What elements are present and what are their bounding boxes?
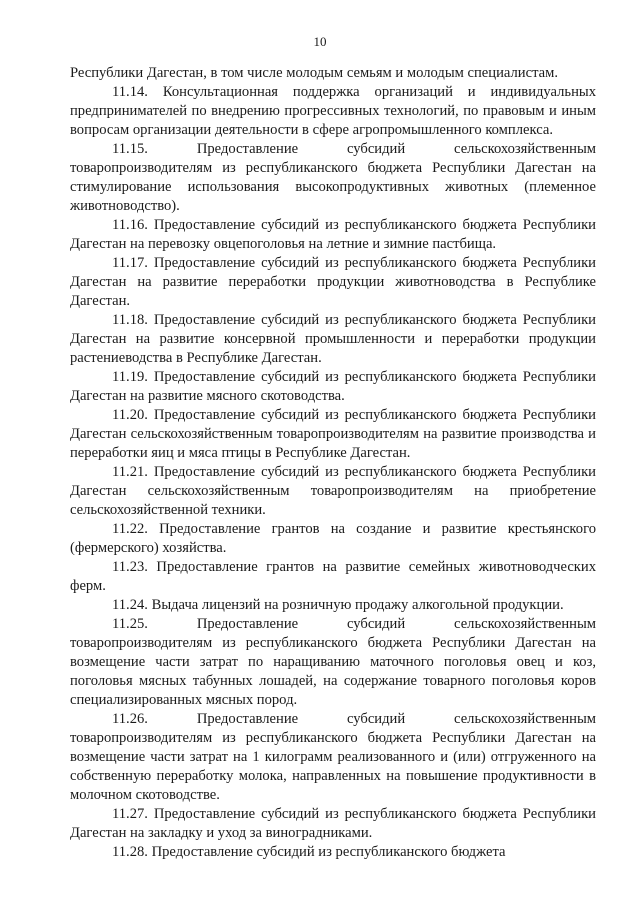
paragraph-11-22: 11.22. Предоставление грантов на создание и развитие крестьянского (фермерского) хозяйства.	[70, 521, 596, 556]
paragraph-11-26: 11.26. Предоставление субсидий сельскохозяйственным товаропроизводителям из республиканского бюджета Республики Дагестан на возмещение части затрат на 1 килограмм реализованного и (или) отгруженного на собственную переработку молока, направленных на повышение продуктивности в молочном скотоводстве.	[70, 711, 596, 803]
paragraph-11-25: 11.25. Предоставление субсидий сельскохозяйственным товаропроизводителям из республиканского бюджета Республики Дагестан на возмещение части затрат по наращиванию маточного поголовья овец и коз, поголовья мясных табунных лошадей, на содержание товарного поголовья коров специализированных мясных пород.	[70, 616, 596, 708]
paragraph-11-20: 11.20. Предоставление субсидий из республиканского бюджета Республики Дагестан сельскохозяйственным товаропроизводителям на развитие производства и переработки яиц и мяса птицы в Республике Дагестан.	[70, 407, 596, 461]
paragraph-11-27: 11.27. Предоставление субсидий из республиканского бюджета Республики Дагестан на закладку и уход за виноградниками.	[70, 806, 596, 841]
paragraph-11-19: 11.19. Предоставление субсидий из республиканского бюджета Республики Дагестан на развитие мясного скотоводства.	[70, 369, 596, 404]
paragraph-11-18: 11.18. Предоставление субсидий из республиканского бюджета Республики Дагестан на развитие консервной промышленности и переработки продукции растениеводства в Республике Дагестан.	[70, 312, 596, 366]
paragraph-11-16: 11.16. Предоставление субсидий из республиканского бюджета Республики Дагестан на перевозку овцепоголовья на летние и зимние пастбища.	[70, 217, 596, 252]
paragraph-11-17: 11.17. Предоставление субсидий из республиканского бюджета Республики Дагестан на развитие переработки продукции животноводства в Республике Дагестан.	[70, 255, 596, 309]
paragraph-11-21: 11.21. Предоставление субсидий из республиканского бюджета Республики Дагестан сельскохозяйственным товаропроизводителям на приобретение сельскохозяйственной техники.	[70, 464, 596, 518]
document-body	[70, 64, 596, 862]
paragraph-11-28: 11.28. Предоставление субсидий из республиканского бюджета	[112, 844, 506, 860]
page-number: 10	[313, 34, 327, 49]
paragraph-11-15: 11.15. Предоставление субсидий сельскохозяйственным товаропроизводителям из республиканского бюджета Республики Дагестан на стимулирование использования высокопродуктивных животных (племенное животноводство).	[70, 141, 596, 214]
paragraph-11-24: 11.24. Выдача лицензий на розничную продажу алкогольной продукции.	[112, 597, 564, 613]
paragraph-11-14: 11.14. Консультационная поддержка организаций и индивидуальных предпринимателей по внедрению прогрессивных технологий, по правовым и иным вопросам организации деятельности в сфере агропромышленного комплекса.	[70, 84, 596, 138]
paragraph-continuation: Республики Дагестан, в том числе молодым семьям и молодым специалистам.	[70, 65, 558, 81]
paragraph-11-23: 11.23. Предоставление грантов на развитие семейных животноводческих ферм.	[70, 559, 596, 594]
